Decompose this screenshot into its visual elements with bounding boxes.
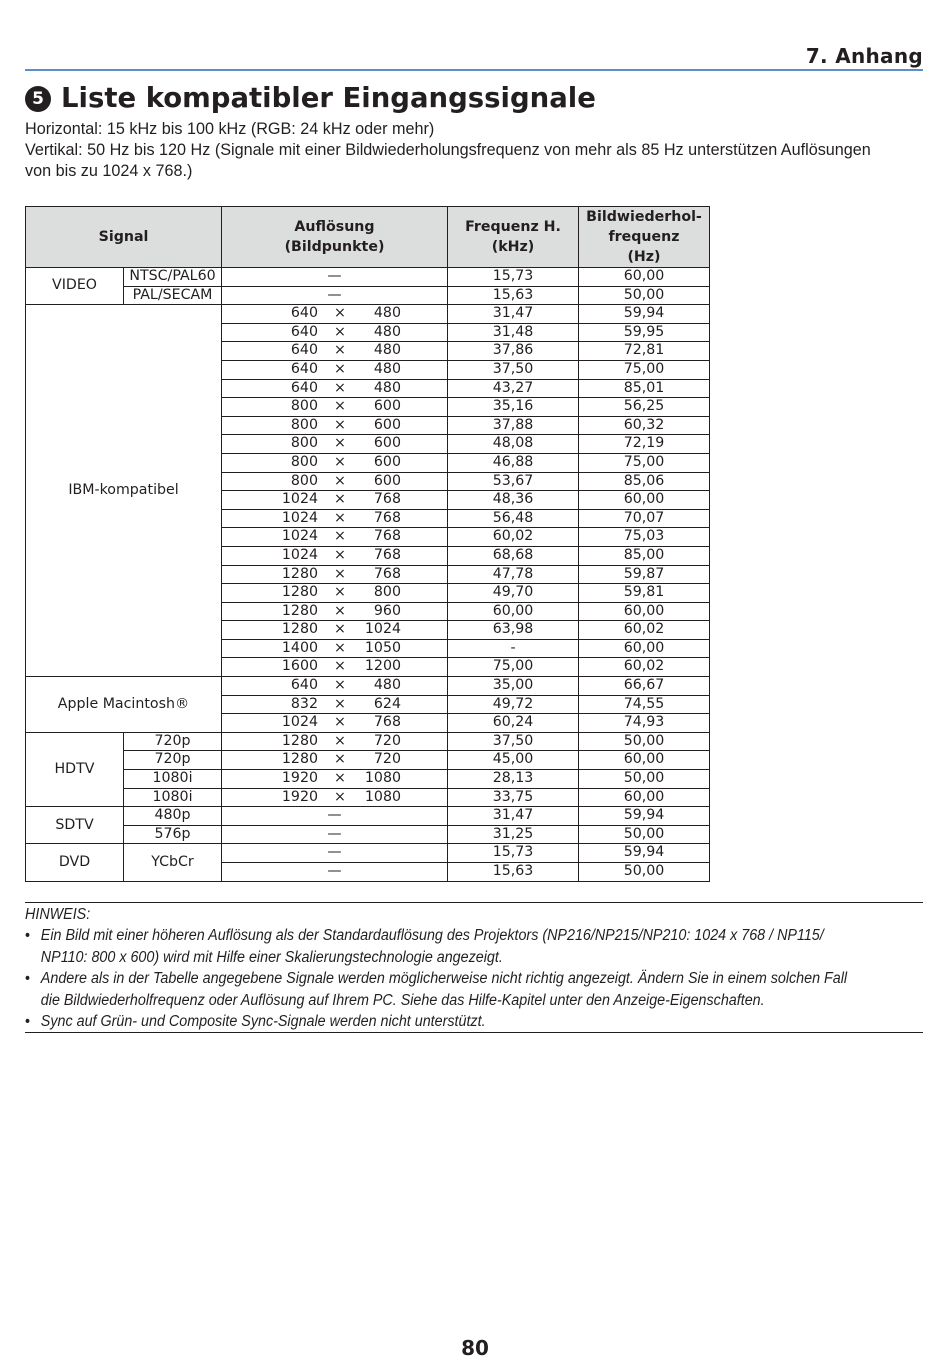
- resolution-cell: [222, 602, 448, 621]
- refresh-rate-cell: 60,00: [579, 491, 710, 510]
- resolution-cell: [222, 398, 448, 417]
- times-sign: ×: [334, 770, 346, 787]
- notes-top-rule: [25, 902, 923, 903]
- frequency-h-cell: 35,00: [448, 677, 579, 696]
- resolution-width: 1280: [281, 602, 318, 619]
- frequency-h-cell: 31,48: [448, 323, 579, 342]
- refresh-rate-cell: 56,25: [579, 398, 710, 417]
- times-sign: ×: [334, 788, 346, 805]
- times-sign: ×: [334, 546, 346, 563]
- resolution-width: 640: [290, 342, 318, 359]
- refresh-rate-cell: 59,94: [579, 807, 710, 826]
- frequency-h-cell: 37,50: [448, 360, 579, 379]
- resolution-width: 800: [290, 416, 318, 433]
- resolution-cell: [222, 714, 448, 733]
- resolution-width: 1280: [281, 621, 318, 638]
- section-title: [25, 82, 596, 114]
- frequency-h-cell: 28,13: [448, 770, 579, 789]
- header-refresh-rate: Bildwiederhol- frequenz (Hz): [579, 207, 710, 268]
- frequency-h-cell: 60,00: [448, 602, 579, 621]
- resolution-width: 1024: [281, 546, 318, 563]
- resolution-cell: —: [222, 863, 448, 882]
- times-sign: ×: [334, 435, 346, 452]
- signal-group-cell: DVD: [26, 844, 124, 881]
- resolution-cell: [222, 435, 448, 454]
- resolution-width: 800: [290, 398, 318, 415]
- signal-group-cell: SDTV: [26, 807, 124, 844]
- refresh-rate-cell: 50,00: [579, 770, 710, 789]
- signal-subtype-cell: 480p: [124, 807, 222, 826]
- resolution-width: 800: [290, 435, 318, 452]
- header-signal: Signal: [26, 207, 222, 268]
- note-line: Andere als in der Tabelle angegebene Signale werden möglicherweise nicht richtig angezeigt. Ändern Sie in einem solchen Fall: [40, 970, 848, 988]
- resolution-cell: [222, 546, 448, 565]
- resolution-height: 480: [373, 677, 401, 694]
- chapter-heading: 7. Anhang: [805, 44, 923, 68]
- refresh-rate-cell: 60,02: [579, 621, 710, 640]
- times-sign: ×: [334, 379, 346, 396]
- frequency-h-cell: 48,36: [448, 491, 579, 510]
- resolution-height: 1080: [364, 770, 401, 787]
- resolution-height: 768: [373, 714, 401, 731]
- times-sign: ×: [334, 528, 346, 545]
- refresh-rate-cell: 75,03: [579, 528, 710, 547]
- resolution-height: 624: [373, 695, 401, 712]
- table-row: [26, 677, 710, 696]
- resolution-cell: [222, 584, 448, 603]
- resolution-width: 1920: [281, 770, 318, 787]
- resolution-width: 832: [290, 695, 318, 712]
- resolution-height: 768: [373, 546, 401, 563]
- signal-subtype-cell: 576p: [124, 825, 222, 844]
- resolution-width: 640: [290, 305, 318, 322]
- frequency-h-cell: 43,27: [448, 379, 579, 398]
- resolution-width: 1920: [281, 788, 318, 805]
- times-sign: ×: [334, 732, 346, 749]
- frequency-h-cell: 49,70: [448, 584, 579, 603]
- resolution-cell: [222, 416, 448, 435]
- resolution-height: 480: [373, 323, 401, 340]
- resolution-cell: [222, 491, 448, 510]
- resolution-cell: [222, 695, 448, 714]
- table-row: [26, 751, 710, 770]
- notes-heading: HINWEIS:: [25, 906, 91, 923]
- resolution-cell: —: [222, 825, 448, 844]
- resolution-width: 1024: [281, 509, 318, 526]
- times-sign: ×: [334, 453, 346, 470]
- frequency-h-cell: 47,78: [448, 565, 579, 584]
- resolution-cell: [222, 323, 448, 342]
- frequency-h-cell: 75,00: [448, 658, 579, 677]
- frequency-h-cell: 15,63: [448, 286, 579, 305]
- resolution-height: 600: [373, 398, 401, 415]
- signal-group-cell: Apple Macintosh®: [26, 677, 222, 733]
- resolution-width: 640: [290, 677, 318, 694]
- frequency-h-cell: 60,02: [448, 528, 579, 547]
- bullet: •: [25, 970, 31, 988]
- signal-subtype-cell: YCbCr: [124, 844, 222, 881]
- frequency-h-cell: 15,73: [448, 268, 579, 287]
- frequency-h-cell: -: [448, 639, 579, 658]
- times-sign: ×: [334, 751, 346, 768]
- refresh-rate-cell: 60,00: [579, 639, 710, 658]
- refresh-rate-cell: 72,19: [579, 435, 710, 454]
- resolution-width: 800: [290, 453, 318, 470]
- resolution-width: 640: [290, 360, 318, 377]
- frequency-h-cell: 31,25: [448, 825, 579, 844]
- frequency-h-cell: 15,73: [448, 844, 579, 863]
- times-sign: ×: [334, 639, 346, 656]
- resolution-width: 640: [290, 323, 318, 340]
- frequency-h-cell: 60,24: [448, 714, 579, 733]
- resolution-height: 1024: [364, 621, 401, 638]
- refresh-rate-cell: 85,01: [579, 379, 710, 398]
- resolution-height: 480: [373, 379, 401, 396]
- frequency-h-cell: 46,88: [448, 453, 579, 472]
- resolution-height: 720: [373, 751, 401, 768]
- frequency-h-cell: 49,72: [448, 695, 579, 714]
- refresh-rate-cell: 70,07: [579, 509, 710, 528]
- resolution-width: 1280: [281, 732, 318, 749]
- times-sign: ×: [334, 305, 346, 322]
- resolution-cell: [222, 621, 448, 640]
- times-sign: ×: [334, 677, 346, 694]
- resolution-height: 768: [373, 491, 401, 508]
- frequency-h-cell: 37,88: [448, 416, 579, 435]
- note-item: [25, 968, 925, 1011]
- resolution-cell: [222, 639, 448, 658]
- signal-subtype-cell: NTSC/PAL60: [124, 268, 222, 287]
- frequency-h-cell: 15,63: [448, 863, 579, 882]
- refresh-rate-cell: 85,06: [579, 472, 710, 491]
- refresh-rate-cell: 50,00: [579, 863, 710, 882]
- refresh-rate-cell: 59,87: [579, 565, 710, 584]
- refresh-rate-cell: 60,32: [579, 416, 710, 435]
- frequency-h-cell: 48,08: [448, 435, 579, 454]
- refresh-rate-cell: 74,55: [579, 695, 710, 714]
- resolution-width: 800: [290, 472, 318, 489]
- bullet: •: [25, 1013, 31, 1031]
- resolution-cell: [222, 453, 448, 472]
- frequency-h-cell: 31,47: [448, 807, 579, 826]
- signal-subtype-cell: PAL/SECAM: [124, 286, 222, 305]
- signal-subtype-cell: 720p: [124, 732, 222, 751]
- header-frequency-h: Frequenz H. (kHz): [448, 207, 579, 268]
- resolution-cell: [222, 677, 448, 696]
- resolution-height: 600: [373, 472, 401, 489]
- section-title-text: Liste kompatibler Eingangssignale: [61, 82, 596, 114]
- resolution-cell: [222, 658, 448, 677]
- times-sign: ×: [334, 491, 346, 508]
- refresh-rate-cell: 75,00: [579, 360, 710, 379]
- resolution-height: 720: [373, 732, 401, 749]
- frequency-h-cell: 45,00: [448, 751, 579, 770]
- resolution-cell: [222, 360, 448, 379]
- note-line: Ein Bild mit einer höheren Auflösung als der Standardauflösung des Projektors (NP216/NP215/NP210: 1024 x 768 / NP115/: [40, 927, 824, 945]
- resolution-height: 1200: [364, 658, 401, 675]
- resolution-width: 640: [290, 379, 318, 396]
- refresh-rate-cell: 72,81: [579, 342, 710, 361]
- header-resolution: Auflösung (Bildpunkte): [222, 207, 448, 268]
- resolution-width: 1400: [281, 639, 318, 656]
- refresh-rate-cell: 60,00: [579, 751, 710, 770]
- resolution-width: 1024: [281, 528, 318, 545]
- page-number: 80: [461, 1336, 489, 1360]
- times-sign: ×: [334, 565, 346, 582]
- signal-subtype-cell: 720p: [124, 751, 222, 770]
- resolution-width: 1280: [281, 584, 318, 601]
- resolution-cell: —: [222, 807, 448, 826]
- intro-line: Horizontal: 15 kHz bis 100 kHz (RGB: 24 kHz oder mehr): [25, 120, 435, 138]
- resolution-height: 768: [373, 528, 401, 545]
- resolution-cell: [222, 528, 448, 547]
- resolution-cell: [222, 770, 448, 789]
- signal-subtype-cell: 1080i: [124, 770, 222, 789]
- resolution-height: 1080: [364, 788, 401, 805]
- resolution-height: 600: [373, 453, 401, 470]
- signal-subtype-cell: 1080i: [124, 788, 222, 807]
- frequency-h-cell: 56,48: [448, 509, 579, 528]
- note-line: die Bildwiederholfrequenz oder Auflösung auf Ihrem PC. Siehe das Hilfe-Kapitel unter den Anzeige-Eigenschaften.: [40, 991, 765, 1009]
- note-item: [25, 925, 925, 968]
- refresh-rate-cell: 59,81: [579, 584, 710, 603]
- resolution-height: 1050: [364, 639, 401, 656]
- table-body: [26, 268, 710, 882]
- refresh-rate-cell: 74,93: [579, 714, 710, 733]
- resolution-cell: [222, 788, 448, 807]
- section-number-badge: 5: [25, 86, 51, 112]
- table-row: [26, 732, 710, 751]
- resolution-cell: [222, 509, 448, 528]
- resolution-width: 1280: [281, 751, 318, 768]
- signal-group-cell: HDTV: [26, 732, 124, 806]
- table-row: [26, 268, 710, 287]
- table-row: [26, 286, 710, 305]
- frequency-h-cell: 63,98: [448, 621, 579, 640]
- refresh-rate-cell: 60,00: [579, 268, 710, 287]
- refresh-rate-cell: 59,95: [579, 323, 710, 342]
- refresh-rate-cell: 59,94: [579, 844, 710, 863]
- header-rule: [25, 69, 923, 71]
- table-row: [26, 807, 710, 826]
- note-line: Sync auf Grün- und Composite Sync-Signale werden nicht unterstützt.: [40, 1013, 486, 1031]
- times-sign: ×: [334, 360, 346, 377]
- resolution-height: 768: [373, 565, 401, 582]
- resolution-height: 600: [373, 416, 401, 433]
- times-sign: ×: [334, 695, 346, 712]
- resolution-cell: [222, 565, 448, 584]
- table-row: [26, 788, 710, 807]
- frequency-h-cell: 37,50: [448, 732, 579, 751]
- resolution-width: 1024: [281, 491, 318, 508]
- resolution-cell: [222, 379, 448, 398]
- refresh-rate-cell: 60,00: [579, 788, 710, 807]
- intro-line: von bis zu 1024 x 768.): [25, 162, 193, 180]
- frequency-h-cell: 35,16: [448, 398, 579, 417]
- resolution-width: 1600: [281, 658, 318, 675]
- resolution-cell: [222, 732, 448, 751]
- refresh-rate-cell: 50,00: [579, 825, 710, 844]
- refresh-rate-cell: 60,00: [579, 602, 710, 621]
- refresh-rate-cell: 85,00: [579, 546, 710, 565]
- resolution-cell: [222, 305, 448, 324]
- table-row: [26, 770, 710, 789]
- times-sign: ×: [334, 509, 346, 526]
- note-item: [25, 1011, 925, 1032]
- times-sign: ×: [334, 472, 346, 489]
- resolution-height: 768: [373, 509, 401, 526]
- frequency-h-cell: 53,67: [448, 472, 579, 491]
- table-header-row: [26, 207, 710, 268]
- resolution-cell: —: [222, 844, 448, 863]
- resolution-width: 1024: [281, 714, 318, 731]
- bullet: •: [25, 927, 31, 945]
- notes-block: [25, 904, 925, 1032]
- refresh-rate-cell: 66,67: [579, 677, 710, 696]
- resolution-cell: [222, 472, 448, 491]
- times-sign: ×: [334, 602, 346, 619]
- intro-line: Vertikal: 50 Hz bis 120 Hz (Signale mit einer Bildwiederholungsfrequenz von mehr als 85 Hz unterstützen Auflösungen: [25, 141, 871, 159]
- times-sign: ×: [334, 416, 346, 433]
- refresh-rate-cell: 60,02: [579, 658, 710, 677]
- times-sign: ×: [334, 621, 346, 638]
- refresh-rate-cell: 50,00: [579, 732, 710, 751]
- signal-table: [25, 206, 710, 882]
- resolution-height: 800: [373, 584, 401, 601]
- note-line: NP110: 800 x 600) wird mit Hilfe einer Skalierungstechnologie angezeigt.: [40, 948, 503, 966]
- times-sign: ×: [334, 323, 346, 340]
- resolution-width: 1280: [281, 565, 318, 582]
- resolution-height: 960: [373, 602, 401, 619]
- notes-bottom-rule: [25, 1032, 923, 1033]
- resolution-height: 480: [373, 305, 401, 322]
- resolution-height: 480: [373, 342, 401, 359]
- resolution-cell: —: [222, 286, 448, 305]
- times-sign: ×: [334, 398, 346, 415]
- times-sign: ×: [334, 584, 346, 601]
- resolution-height: 600: [373, 435, 401, 452]
- resolution-cell: [222, 751, 448, 770]
- resolution-cell: [222, 342, 448, 361]
- table-row: [26, 844, 710, 863]
- frequency-h-cell: 68,68: [448, 546, 579, 565]
- frequency-h-cell: 37,86: [448, 342, 579, 361]
- resolution-height: 480: [373, 360, 401, 377]
- resolution-cell: —: [222, 268, 448, 287]
- refresh-rate-cell: 50,00: [579, 286, 710, 305]
- intro-text: [25, 119, 930, 182]
- refresh-rate-cell: 59,94: [579, 305, 710, 324]
- signal-group-cell: IBM-kompatibel: [26, 305, 222, 677]
- refresh-rate-cell: 75,00: [579, 453, 710, 472]
- frequency-h-cell: 33,75: [448, 788, 579, 807]
- times-sign: ×: [334, 658, 346, 675]
- frequency-h-cell: 31,47: [448, 305, 579, 324]
- times-sign: ×: [334, 714, 346, 731]
- table-row: [26, 305, 710, 324]
- signal-group-cell: VIDEO: [26, 268, 124, 305]
- times-sign: ×: [334, 342, 346, 359]
- table-row: [26, 825, 710, 844]
